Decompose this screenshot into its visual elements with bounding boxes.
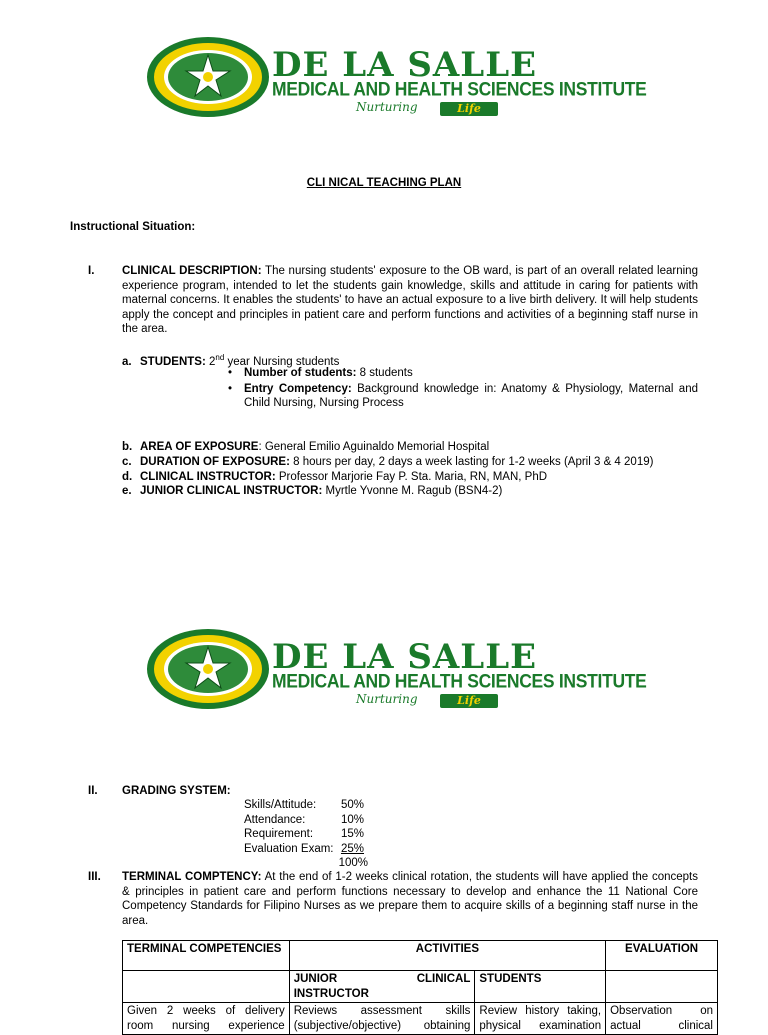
document-title: CLI NICAL TEACHING PLAN xyxy=(306,177,462,189)
institution-seal-logo xyxy=(146,36,270,118)
grade-label: Attendance: xyxy=(244,813,306,826)
bullet-label: Entry Competency: xyxy=(244,382,352,395)
item-letter: e. xyxy=(122,485,132,497)
grade-value: 15% xyxy=(340,828,364,840)
header-activities: ACTIVITIES xyxy=(289,941,605,971)
institution-header xyxy=(146,36,647,120)
item-text: Professor Marjorie Fay P. Sta. Maria, RN, MAN, PhD xyxy=(275,471,548,483)
section-2-label: GRADING SYSTEM: xyxy=(122,785,231,797)
item-area-of-exposure xyxy=(122,440,702,455)
item-letter: d. xyxy=(122,471,133,483)
bullet-text: Background knowledge in: Anatomy & Physiology, Maternal and Child Nursing, Nursing Process xyxy=(244,382,698,409)
grade-total-row xyxy=(244,856,368,871)
item-text: 8 hours per day, 2 days a week lasting for 1-2 weeks (April 3 & 4 2019) xyxy=(289,456,654,468)
instructional-situation-heading: Instructional Situation: xyxy=(70,221,196,233)
section-1-number: I. xyxy=(88,265,95,277)
grade-row xyxy=(244,798,364,813)
item-label: AREA OF EXPOSURE xyxy=(140,441,259,453)
tagline xyxy=(356,692,498,710)
grade-row xyxy=(244,813,364,828)
table-header-row xyxy=(123,941,718,971)
students-bullet-list xyxy=(228,366,698,411)
institution-header-page-2 xyxy=(146,628,647,712)
section-2-number: II. xyxy=(88,785,98,797)
section-3-label: TERMINAL COMPTENCY: xyxy=(122,871,262,883)
item-text: Myrtle Yvonne M. Ragub (BSN4-2) xyxy=(322,485,503,497)
subheader-clinical-word: CLINICAL xyxy=(416,973,471,985)
item-junior-clinical-instructor xyxy=(122,484,702,499)
grade-value: 10% xyxy=(340,813,364,826)
tagline xyxy=(356,100,498,118)
subheader-junior-instructor xyxy=(289,971,475,1003)
students-year-num: 2 xyxy=(205,355,216,368)
section-3-text: At the end of 1-2 weeks clinical rotation, the students will have applied the concepts & principles in patient care and perform functions necessary to develop and enhance the 11 National Core Competency Standards for Filipino Nurses as we prepare them to acquire skills of a beginning staff nurse in the area. xyxy=(122,871,698,927)
students-letter: a. xyxy=(122,355,132,368)
grade-label: Requirement: xyxy=(244,828,314,840)
grade-row xyxy=(244,842,364,857)
bullet-text: 8 students xyxy=(356,367,413,379)
header-evaluation: EVALUATION xyxy=(606,941,718,971)
header-terminal-competencies: TERMINAL COMPETENCIES xyxy=(123,941,290,971)
subheader-students: STUDENTS xyxy=(475,971,606,1003)
tagline-right: Life xyxy=(440,102,498,116)
item-clinical-instructor xyxy=(122,470,702,485)
section-3-number: III. xyxy=(88,871,101,883)
institution-seal-logo xyxy=(146,628,270,710)
cell-evaluation: Observation on actual clinical xyxy=(606,1003,718,1035)
cell-terminal: Given 2 weeks of delivery room nursing experience xyxy=(123,1003,290,1035)
tagline-left: Nurturing xyxy=(356,100,418,114)
tagline-left: Nurturing xyxy=(356,692,418,706)
item-duration-of-exposure xyxy=(122,455,702,470)
section-1-text: The nursing students' exposure to the OB ward, is part of an overall related learning experience program, intended to let the students gain knowledge, skills and attitude in caring for patients with maternal concerns. It enables the students' to have an actual exposure to a live birth delivery. It will help students apply the concept and principles in patient care and perform functions and activities of a beginning staff nurse in the area. xyxy=(122,265,698,335)
students-year-sup: nd xyxy=(215,353,225,362)
grade-row xyxy=(244,827,364,842)
subheader-empty xyxy=(123,971,290,1003)
bullet-label: Number of students: xyxy=(244,367,357,379)
institution-name: DE LA SALLE xyxy=(272,637,538,677)
grade-value: 25% xyxy=(340,842,364,855)
subheader-empty xyxy=(606,971,718,1003)
grade-label: Skills/Attitude: xyxy=(244,799,317,811)
item-label: JUNIOR CLINICAL INSTRUCTOR: xyxy=(140,485,323,497)
grade-total: 100% xyxy=(338,857,368,869)
section-3-paragraph xyxy=(122,870,698,928)
item-letter: b. xyxy=(122,441,133,453)
institution-subtitle: MEDICAL AND HEALTH SCIENCES INSTITUTE xyxy=(272,669,647,692)
item-label: DURATION OF EXPOSURE: xyxy=(140,456,290,468)
cell-students: Review history taking, physical examination xyxy=(475,1003,606,1035)
grading-table xyxy=(244,798,368,871)
subheader-instructor-word: INSTRUCTOR xyxy=(293,987,369,1000)
teaching-plan-table xyxy=(122,940,718,1035)
bullet-entry-competency xyxy=(228,382,698,411)
students-label: STUDENTS: xyxy=(140,355,206,368)
item-label: CLINICAL INSTRUCTOR: xyxy=(140,471,276,483)
cell-junior: Reviews assessment skills (subjective/objective) obtaining xyxy=(289,1003,475,1035)
table-subheader-row xyxy=(123,971,718,1003)
grade-value: 50% xyxy=(340,799,364,811)
bullet-number-of-students xyxy=(228,366,698,381)
section-1-label: CLINICAL DESCRIPTION: xyxy=(122,265,262,277)
section-1-paragraph xyxy=(122,264,698,337)
institution-name: DE LA SALLE xyxy=(272,45,538,85)
item-letter: c. xyxy=(122,456,132,468)
students-year-text: year Nursing students xyxy=(224,355,340,368)
item-text: : General Emilio Aguinaldo Memorial Hospital xyxy=(258,441,490,453)
tagline-right: Life xyxy=(440,694,498,708)
institution-subtitle: MEDICAL AND HEALTH SCIENCES INSTITUTE xyxy=(272,77,647,100)
grade-label: Evaluation Exam: xyxy=(244,842,334,855)
table-row xyxy=(123,1003,718,1035)
subheader-junior-word: JUNIOR xyxy=(293,973,338,985)
